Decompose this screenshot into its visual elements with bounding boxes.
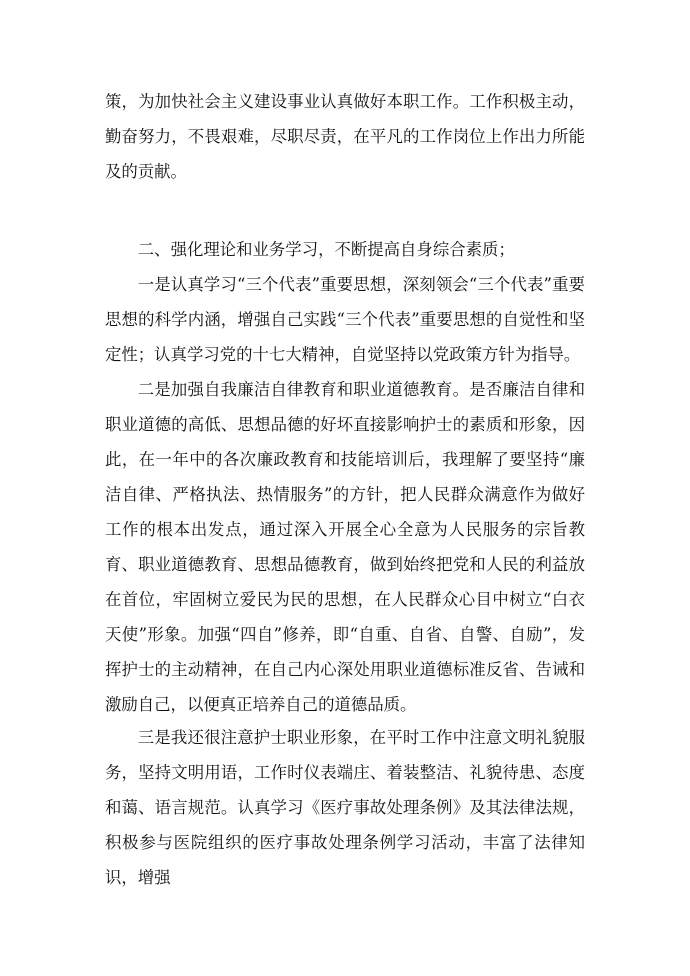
paragraph-text: 二是加强自我廉洁自律教育和职业道德教育。是否廉洁自律和职业道德的高低、思想品德的好坏直接影响护士的素质和形象，因此，在一年中的各次廉政教育和技能培训后，我理解了要坚持“廉洁自律、严格执法、热情服务”的方针，把人民群众满意作为做好工作的根本出发点，通过深入开展全心全意为人民服务的宗旨教育、职业道德教育、思想品德教育，做到始终把党和人民的利益放在首位，牢固树立爱民为民的思想，在人民群众心目中树立“白衣天使”形象。加强“四自”修养，即“自重、自省、自警、自励”，发挥护士的主动精神，在自己内心深处用职业道德标准反省、告诫和激励自己，以便真正培养自己的道德品质。 xyxy=(105,380,585,714)
paragraph-text: 三是我还很注意护士职业形象，在平时工作中注意文明礼貌服务，坚持文明用语，工作时仪表端庄、着装整洁、礼貌待患、态度和蔼、语言规范。认真学习《医疗事故处理条例》及其法律法规，积极参与医院组织的医疗事故处理条例学习活动，丰富了法律知识，增强 xyxy=(105,728,585,887)
paragraph-professional-image xyxy=(105,720,585,895)
paragraph-integrity-education xyxy=(105,372,585,722)
paragraph-text: 策，为加快社会主义建设事业认真做好本职工作。工作积极主动，勤奋努力，不畏艰难，尽职尽责，在平凡的工作岗位上作出力所能及的贡献。 xyxy=(105,92,585,181)
section-heading xyxy=(105,232,585,267)
paragraph-theory-study xyxy=(105,267,585,372)
paragraph-text: 一是认真学习“三个代表”重要思想，深刻领会“三个代表”重要思想的科学内涵，增强自己实践“三个代表”重要思想的自觉性和坚定性；认真学习党的十七大精神，自觉坚持以党政策方针为指导。 xyxy=(105,275,585,364)
paragraph-continuation xyxy=(105,84,585,189)
section-heading-text: 二、强化理论和业务学习，不断提高自身综合素质； xyxy=(137,240,515,259)
